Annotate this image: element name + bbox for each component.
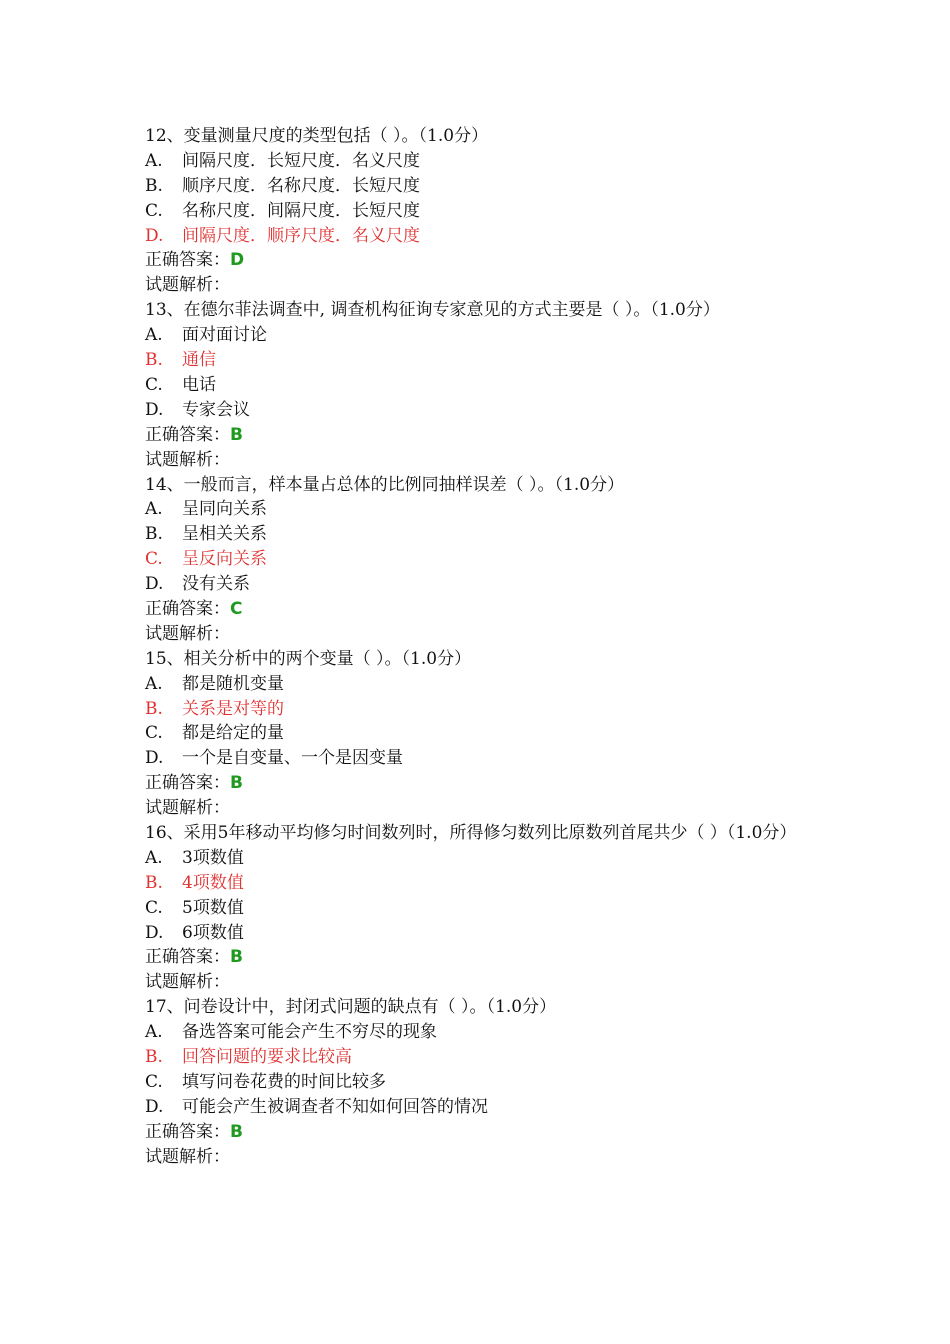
question-document [145,124,825,1170]
option-text: 呈反向关系 [182,549,267,570]
option-text: 面对面讨论 [182,325,267,346]
option-letter: C. [145,723,163,744]
question-stem: 12、变量测量尺度的类型包括（ ）。（1.0分） [145,126,489,146]
question-stem: 17、问卷设计中，封闭式问题的缺点有（ ）。（1.0分） [145,997,557,1018]
option-text: 间隔尺度．顺序尺度．名义尺度 [182,225,420,246]
option-letter: B. [145,872,163,893]
option-text: 回答问题的要求比较高 [182,1047,352,1068]
option-letter: A. [145,847,163,868]
option-letter: B. [145,350,163,371]
option-text: 电话 [182,374,216,395]
correct-answer-value: B [230,947,243,968]
option-text: 3项数值 [182,847,244,868]
option-letter: A. [145,1022,163,1043]
option [145,323,825,348]
option-text: 名称尺度．间隔尺度．长短尺度 [182,200,420,221]
option-text: 没有关系 [182,574,250,595]
option [145,1070,825,1095]
option-letter: A. [145,150,163,171]
option-correct [145,1045,825,1070]
option-text: 通信 [182,350,216,371]
question-stem: 13、在德尔菲法调查中, 调查机构征询专家意见的方式主要是（ ）。（1.0分） [145,300,720,321]
option-letter: D. [145,225,164,246]
option-correct [145,547,825,572]
option [145,1095,825,1120]
question-block [145,995,825,1169]
option [145,721,825,746]
option [145,174,825,199]
correct-answer-row [145,1120,825,1145]
option-text: 顺序尺度．名称尺度．长短尺度 [182,175,420,196]
option [145,522,825,547]
correct-answer-row [145,597,825,622]
option-text: 6项数值 [182,922,244,943]
option-text: 都是给定的量 [182,723,284,744]
option [145,846,825,871]
correct-answer-value: B [230,1121,243,1142]
option-correct [145,348,825,373]
option-text: 一个是自变量、一个是因变量 [182,748,403,769]
option-letter: C. [145,1071,163,1092]
option [145,149,825,174]
option [145,672,825,697]
correct-answer-row [145,248,825,273]
correct-answer-label: 正确答案： [145,1121,230,1142]
correct-answer-value: C [230,598,243,619]
option [145,373,825,398]
option-letter: D. [145,574,164,595]
option-text: 专家会议 [182,399,250,420]
correct-answer-value: B [230,773,243,794]
option [145,921,825,946]
option-letter: B. [145,1047,163,1068]
correct-answer-row [145,423,825,448]
option-text: 呈同向关系 [182,499,267,520]
analysis-label: 试题解析： [145,1146,230,1167]
option [145,398,825,423]
option-letter: B. [145,524,163,545]
option-text: 关系是对等的 [182,698,284,719]
option [145,572,825,597]
question-block [145,124,825,298]
question-block [145,821,825,995]
option-text: 呈相关关系 [182,524,267,545]
option-correct [145,871,825,896]
option-letter: D. [145,399,164,420]
analysis-label: 试题解析： [145,972,230,993]
question-stem: 16、采用5年移动平均修匀时间数列时，所得修匀数列比原数列首尾共少（ ）（1.0分） [145,823,797,843]
option-letter: A. [145,325,163,346]
option-correct [145,224,825,249]
correct-answer-row [145,771,825,796]
correct-answer-row [145,945,825,970]
option-letter: C. [145,549,163,570]
analysis-label: 试题解析： [145,798,230,819]
option-letter: D. [145,922,164,943]
analysis-label: 试题解析： [145,449,230,470]
option-correct [145,697,825,722]
correct-answer-label: 正确答案： [145,773,230,794]
option-text: 间隔尺度．长短尺度．名义尺度 [182,150,420,171]
option-letter: C. [145,374,163,395]
correct-answer-label: 正确答案： [145,598,230,619]
option-letter: D. [145,748,164,769]
option [145,896,825,921]
correct-answer-value: B [230,424,243,445]
option-text: 4项数值 [182,872,244,893]
option-letter: A. [145,673,163,694]
analysis-label: 试题解析： [145,275,230,296]
option-text: 都是随机变量 [182,673,284,694]
question-block [145,473,825,647]
option [145,497,825,522]
question-block [145,647,825,821]
option-letter: A. [145,499,163,520]
option [145,199,825,224]
option-text: 可能会产生被调查者不知如何回答的情况 [182,1096,488,1117]
option [145,1020,825,1045]
question-stem: 15、相关分析中的两个变量（ ）。（1.0分） [145,648,472,669]
option-letter: B. [145,698,163,719]
analysis-label: 试题解析： [145,623,230,644]
question-block [145,298,825,472]
option-text: 备选答案可能会产生不穷尽的现象 [182,1022,437,1043]
correct-answer-label: 正确答案： [145,424,230,445]
correct-answer-label: 正确答案： [145,250,230,271]
option-letter: D. [145,1096,164,1117]
option-letter: C. [145,897,163,918]
option-letter: B. [145,175,163,196]
option [145,746,825,771]
question-stem: 14、一般而言，样本量占总体的比例同抽样误差（ ）。（1.0分） [145,474,625,495]
option-text: 填写问卷花费的时间比较多 [182,1071,386,1092]
option-letter: C. [145,200,163,221]
correct-answer-label: 正确答案： [145,947,230,968]
correct-answer-value: D [230,250,245,271]
option-text: 5项数值 [182,897,244,918]
